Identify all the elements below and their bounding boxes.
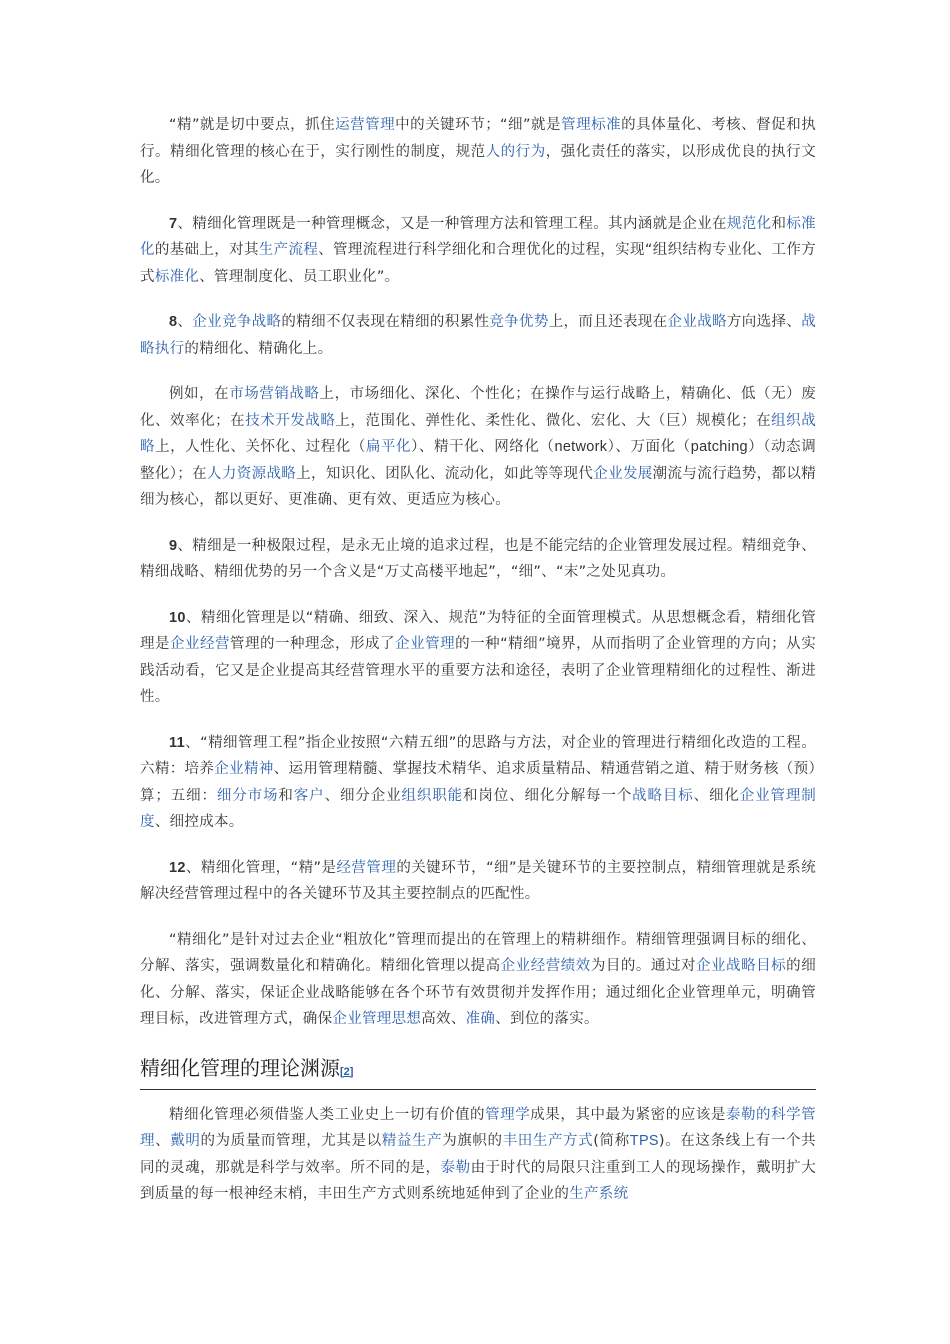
link-shengchan-liucheng[interactable]: 生产流程 — [258, 242, 319, 258]
text: 的关键环节，“细”是关键环节的主要控制点，精细管理就是系统解决经营管理过程中的各关键环节及其主要控制点的匹配性。 — [140, 859, 816, 902]
paragraph-8 — [140, 309, 816, 362]
link-qiye-jingzheng-zhanlue[interactable]: 企业竞争战略 — [192, 314, 282, 330]
text: ，强化责任的落实，以形成优良的执行文化。 — [140, 143, 816, 186]
link-qiye-guanli-sixiang[interactable]: 企业管理思想 — [332, 1011, 422, 1027]
text: 的一种“精细”境界，从而指明了企业管理的方向；从实践活动看，它又是企业提高其经营管理水平的重要方法和途径，表明了企业管理精细化的过程性、渐进性。 — [140, 636, 816, 705]
item-number: 10 — [169, 609, 186, 626]
item-number: 7 — [169, 215, 178, 232]
text: ）、万面化（ — [607, 439, 691, 455]
link-kehu[interactable]: 客户 — [293, 787, 325, 804]
text: 、“精细管理工程”指企业按照“六精五细”的思路与方法，对企业的管理进行精细化改造的工程。六精：培养 — [140, 734, 816, 777]
link-taile-kexue-guanli[interactable]: 泰勒的科学管理 — [140, 1106, 816, 1149]
link-guanli-biaozhun[interactable]: 管理标准 — [561, 117, 622, 133]
paragraph-7 — [140, 211, 816, 291]
link-biaozhunhua[interactable]: 标准化 — [140, 215, 816, 258]
section-title: 精细化管理的理论渊源 — [140, 1055, 340, 1080]
text: 的细化、分解、落实，保证企业战略能够在各个环节有效贯彻并发挥作用；通过细化企业管理单元，明确管理目标，改进管理方式，确保 — [140, 958, 816, 1027]
text: 上，范围化、弹性化、柔性化、微化、宏化、大（巨）规模化；在 — [335, 412, 772, 429]
text: 由于时代的局限只注重到工人的现场操作，戴明扩大到质量的每一根神经末梢，丰田生产方式则系统地延伸到了企业的 — [140, 1159, 816, 1202]
text: 、精细化管理，“精”是 — [185, 859, 337, 876]
text: 和 — [278, 787, 294, 804]
text: 中的关键环节；“细”就是 — [395, 117, 562, 133]
text: 上，而且还表现在 — [548, 314, 668, 330]
text: 的基础上，对其 — [154, 242, 259, 258]
link-jingzheng-youshi[interactable]: 竞争优势 — [489, 314, 549, 330]
link-qiye-guanli[interactable]: 企业管理 — [395, 636, 456, 652]
text: 为目的。通过对 — [590, 958, 696, 974]
link-jingyi-shengchan[interactable]: 精益生产 — [381, 1133, 443, 1149]
text: 、精细是一种极限过程，是永无止境的追求过程，也是不能完结的企业管理发展过程。精细竞争、精细战略、精细优势的另一个含义是“万丈高楼平地起”，“细”、“末”之处见真功。 — [140, 537, 816, 580]
link-zhunque[interactable]: 准确 — [465, 1011, 496, 1027]
text: ）（动态调整化）；在 — [140, 439, 816, 482]
link-shichang-yingxiao-zhanlue[interactable]: 市场营销战略 — [229, 386, 320, 402]
link-tps[interactable]: TPS — [629, 1133, 659, 1149]
text: )。在这条线上有一个共同的灵魂，那就是科学与效率。所不同的是， — [140, 1133, 816, 1176]
text: 、管理制度化、员工职业化”。 — [199, 268, 400, 285]
link-guanlixue[interactable]: 管理学 — [485, 1106, 531, 1123]
paragraph-example — [140, 381, 816, 514]
link-qiye-guanli-zhidu[interactable]: 企业管理制度 — [140, 787, 817, 830]
reference-link[interactable]: [2] — [340, 1065, 354, 1078]
text: 的精细不仅表现在精细的积累性 — [281, 314, 490, 330]
link-yunying-guanli[interactable]: 运营管理 — [335, 117, 396, 133]
link-zuzhi-zhineng[interactable]: 组织职能 — [401, 787, 463, 804]
link-ren-de-xingwei[interactable]: 人的行为 — [485, 143, 546, 160]
link-biaozhunhua-2[interactable]: 标准化 — [154, 268, 200, 285]
paragraph-11 — [140, 730, 816, 836]
article-body — [140, 112, 816, 1227]
text: 成果，其中最为紧密的应该是 — [530, 1106, 726, 1123]
link-taile[interactable]: 泰勒 — [440, 1159, 471, 1176]
item-number: 11 — [169, 734, 185, 751]
link-fengtian-shengchan-fangshi[interactable]: 丰田生产方式 — [502, 1133, 594, 1149]
item-number: 12 — [169, 859, 186, 876]
text: 、精细化管理既是一种管理概念，又是一种管理方法和管理工程。其内涵就是企业在 — [177, 215, 727, 232]
text: 、精细化管理是以“精确、细致、深入、规范”为特征的全面管理模式。从思想概念看，精细化管理是 — [140, 609, 816, 652]
link-qiye-zhanlue-mubiao[interactable]: 企业战略目标 — [696, 958, 787, 974]
text: 、 — [155, 1133, 171, 1149]
item-number: 9 — [169, 537, 178, 554]
text: 的具体量化、考核、督促和执行。精细化管理的核心在于，实行刚性的制度，规范 — [140, 117, 817, 160]
link-qiye-fazhan[interactable]: 企业发展 — [593, 465, 653, 482]
text: 上，市场细化、深化、个性化；在操作与运行战略上，精确化、低（无）废化、效率化；在 — [140, 386, 816, 429]
reference-marker — [340, 1065, 353, 1078]
paragraph-9 — [140, 533, 816, 586]
text: 、细化 — [693, 787, 740, 804]
text: 、细控成本。 — [154, 814, 244, 830]
link-qiye-jingying-jixiao[interactable]: 企业经营绩效 — [500, 958, 591, 974]
section-heading — [140, 1053, 816, 1090]
text: 、管理流程进行科学细化和合理优化的过程，实现“组织结构专业化、工作方式 — [140, 242, 816, 285]
text: 和岗位、细化分解每一个 — [462, 787, 633, 804]
text: 的精细化、精确化上。 — [184, 340, 333, 357]
text-patching: patching — [690, 439, 748, 455]
text: (简称 — [593, 1133, 630, 1149]
paragraph-theory — [140, 1102, 816, 1208]
paragraph-12 — [140, 855, 816, 908]
text: 潮流与流行趋势，都以精细为核心，都以更好、更准确、更有效、更适应为核心。 — [140, 465, 816, 508]
link-qiye-zhanlue[interactable]: 企业战略 — [667, 314, 727, 330]
text: 、 — [177, 314, 193, 330]
link-bianpinghua[interactable]: 扁平化 — [365, 439, 412, 455]
link-renli-ziyuan-zhanlue[interactable]: 人力资源战略 — [207, 465, 297, 482]
link-shengchan-xitong[interactable]: 生产系统 — [569, 1186, 629, 1202]
text: 例如，在 — [169, 386, 230, 402]
text: 上，知识化、团队化、流动化，如此等等现代 — [296, 465, 594, 482]
text: 的为质量而管理，尤其是以 — [200, 1133, 382, 1149]
text: 上，人性化、关怀化、过程化（ — [155, 439, 366, 455]
link-jishu-kaifa-zhanlue[interactable]: 技术开发战略 — [245, 412, 336, 429]
text: ）、精干化、网络化（ — [411, 439, 555, 455]
text: 精细化管理必须借鉴人类工业史上一切有价值的 — [169, 1106, 486, 1123]
text: 为旗帜的 — [442, 1133, 503, 1149]
text-network: network — [554, 439, 608, 455]
link-zhanlue-mubiao[interactable]: 战略目标 — [632, 787, 694, 804]
link-xifen-shichang[interactable]: 细分市场 — [216, 787, 279, 804]
link-zhanlue-zhixing[interactable]: 战略执行 — [140, 314, 816, 357]
paragraph-10 — [140, 605, 816, 711]
text: 高效、 — [421, 1011, 466, 1027]
text: 方向选择、 — [726, 314, 802, 330]
link-zuzhi-zhanlue[interactable]: 组织战略 — [140, 412, 816, 455]
link-jingying-guanli[interactable]: 经营管理 — [336, 859, 397, 876]
paragraph-jingxihua — [140, 927, 816, 1033]
text: 、到位的落实。 — [495, 1011, 599, 1027]
link-guifanhua[interactable]: 规范化 — [726, 215, 772, 232]
text: “精细化”是针对过去企业“粗放化”管理而提出的在管理上的精耕细作。精细管理强调目标的细化、分解、落实，强调数量化和精确化。精细化管理以提高 — [140, 931, 816, 974]
text: 、运用管理精髓、掌握技术精华、追求质量精品、精通营销之道、精于财务核（预）算；五细： — [140, 761, 816, 804]
text: 管理的一种理念，形成了 — [230, 636, 396, 652]
text: 和 — [771, 215, 787, 232]
link-daiming[interactable]: 戴明 — [170, 1133, 201, 1149]
item-number: 8 — [169, 314, 178, 330]
paragraph-jing-xi — [140, 112, 816, 192]
link-qiye-jingying[interactable]: 企业经营 — [170, 636, 231, 652]
text: “精”就是切中要点，抓住 — [169, 117, 336, 133]
text: 、细分企业 — [324, 787, 402, 804]
link-qiye-jingshen[interactable]: 企业精神 — [214, 761, 274, 777]
